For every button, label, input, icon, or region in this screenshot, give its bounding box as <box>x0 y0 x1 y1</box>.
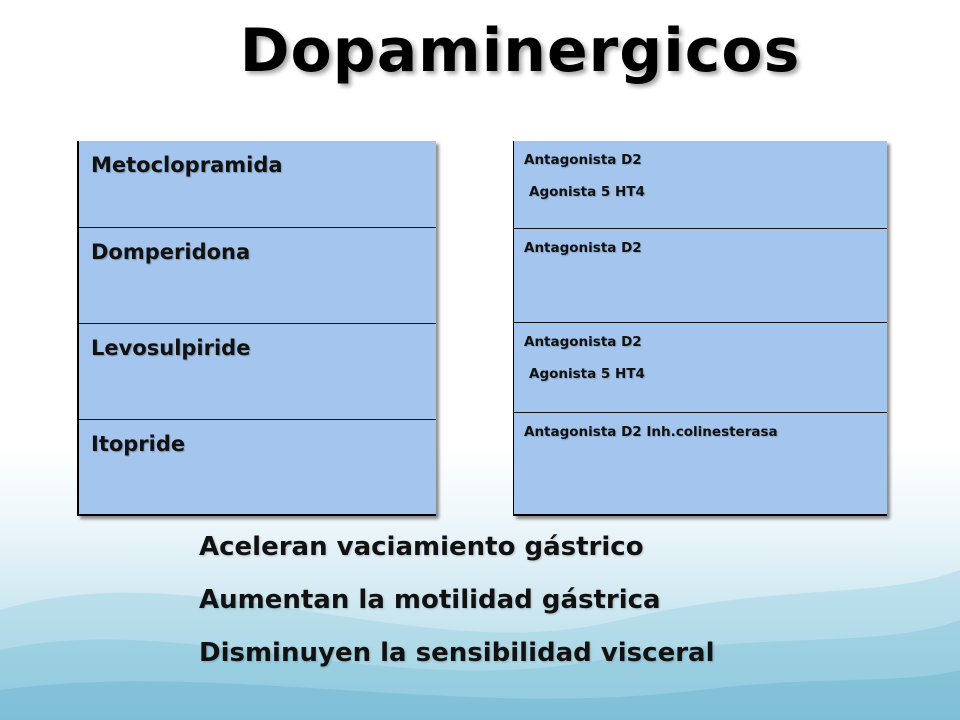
mechanism-text: Antagonista D2 <box>524 240 642 256</box>
effect-item: Disminuyen la sensibilidad visceral <box>199 638 715 668</box>
drug-name: Metoclopramida <box>91 153 283 177</box>
effect-item: Aumentan la motilidad gástrica <box>199 585 661 615</box>
drug-name: Domperidona <box>91 240 251 264</box>
mechanism-text: Antagonista D2 Inh.colinesterasa <box>524 424 778 440</box>
mechanism-text: Antagonista D2 <box>524 152 642 168</box>
drug-row <box>79 228 436 324</box>
mechanism-text: Agonista 5 HT4 <box>529 184 645 200</box>
effect-item: Aceleran vaciamiento gástrico <box>199 532 644 562</box>
mechanism-text: Agonista 5 HT4 <box>529 366 645 382</box>
effects-list <box>199 522 714 681</box>
page-title: Dopaminergicos <box>239 16 801 86</box>
drug-table <box>77 141 436 516</box>
mechanism-text: Antagonista D2 <box>524 334 642 350</box>
mechanism-row <box>514 229 887 323</box>
mechanism-row <box>514 141 887 229</box>
drug-row <box>79 141 436 228</box>
drug-name: Levosulpiride <box>91 336 251 360</box>
drug-row <box>79 420 436 514</box>
mechanism-row <box>514 413 887 514</box>
drug-row <box>79 324 436 420</box>
drug-name: Itopride <box>91 432 186 456</box>
mechanism-table <box>513 141 887 516</box>
mechanism-row <box>514 323 887 413</box>
